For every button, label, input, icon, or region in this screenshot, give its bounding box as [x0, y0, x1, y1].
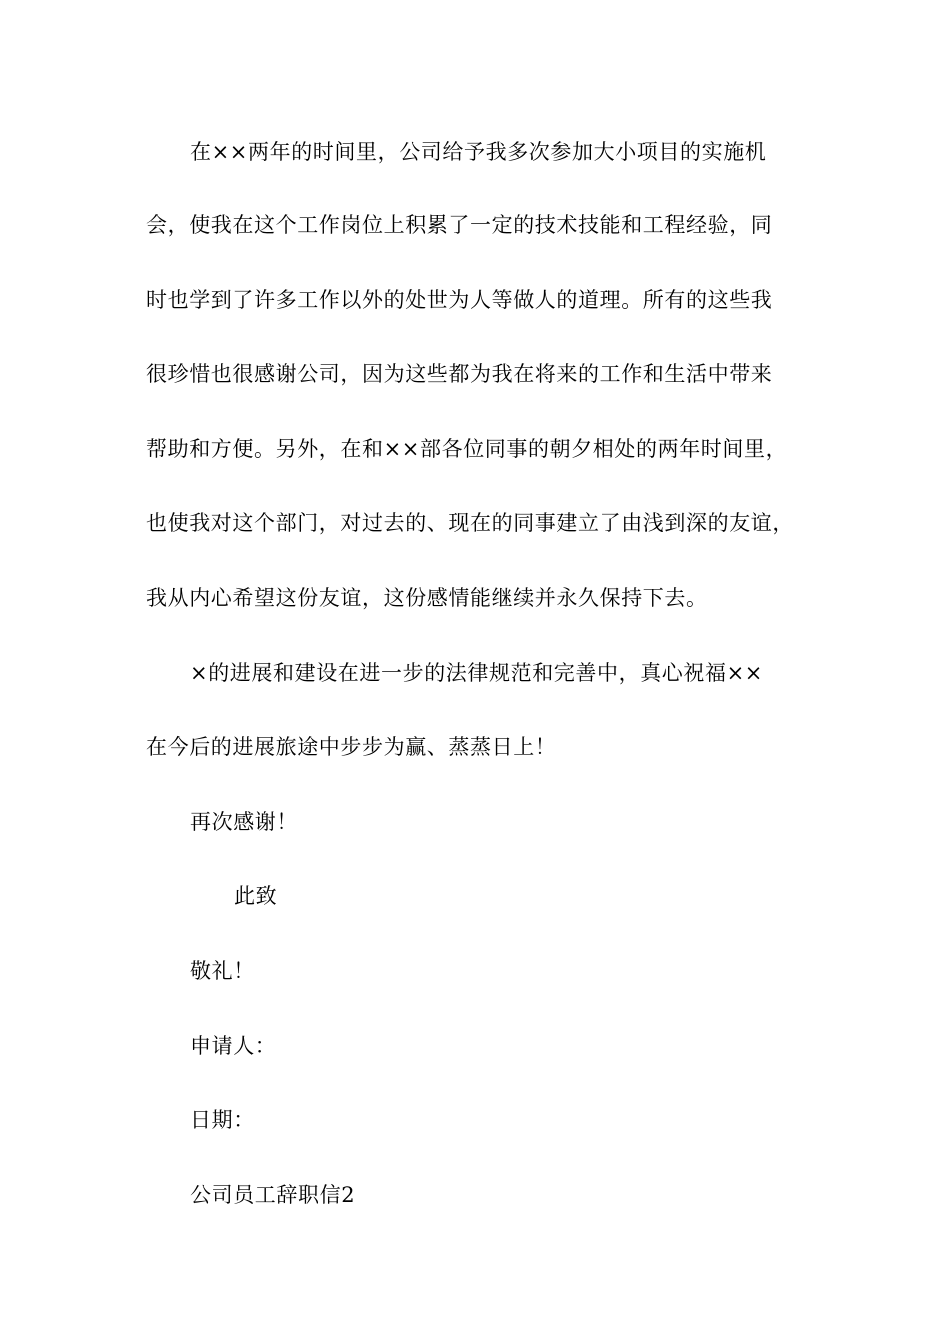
paragraph-line: 在今后的进展旅途中步步为赢、蒸蒸日上！: [146, 735, 557, 759]
date-line: 日期：: [190, 1108, 255, 1132]
section-title: 公司员工辞职信2: [190, 1183, 356, 1207]
paragraph-line: 时也学到了许多工作以外的处世为人等做人的道理。所有的这些我: [146, 288, 773, 312]
paragraph-line: 会，使我在这个工作岗位上积累了一定的技术技能和工程经验，同: [146, 213, 773, 237]
salutation-line: 敬礼！: [190, 959, 255, 983]
paragraph-line: 帮助和方便。另外，在和××部各位同事的朝夕相处的两年时间里，: [146, 437, 788, 461]
paragraph-line: 也使我对这个部门，对过去的、现在的同事建立了由浅到深的友谊，: [146, 511, 794, 535]
paragraph-line: ×的进展和建设在进一步的法律规范和完善中，真心祝福××: [190, 661, 763, 685]
paragraph-line: 我从内心希望这份友谊，这份感情能继续并永久保持下去。: [146, 586, 708, 610]
paragraph-line: 在××两年的时间里，公司给予我多次参加大小项目的实施机: [190, 140, 767, 164]
applicant-line: 申请人：: [190, 1034, 277, 1058]
paragraph-line: 很珍惜也很感谢公司，因为这些都为我在将来的工作和生活中带来: [146, 362, 773, 386]
closing-line: 此致: [234, 884, 278, 908]
thanks-line: 再次感谢！: [190, 810, 298, 834]
